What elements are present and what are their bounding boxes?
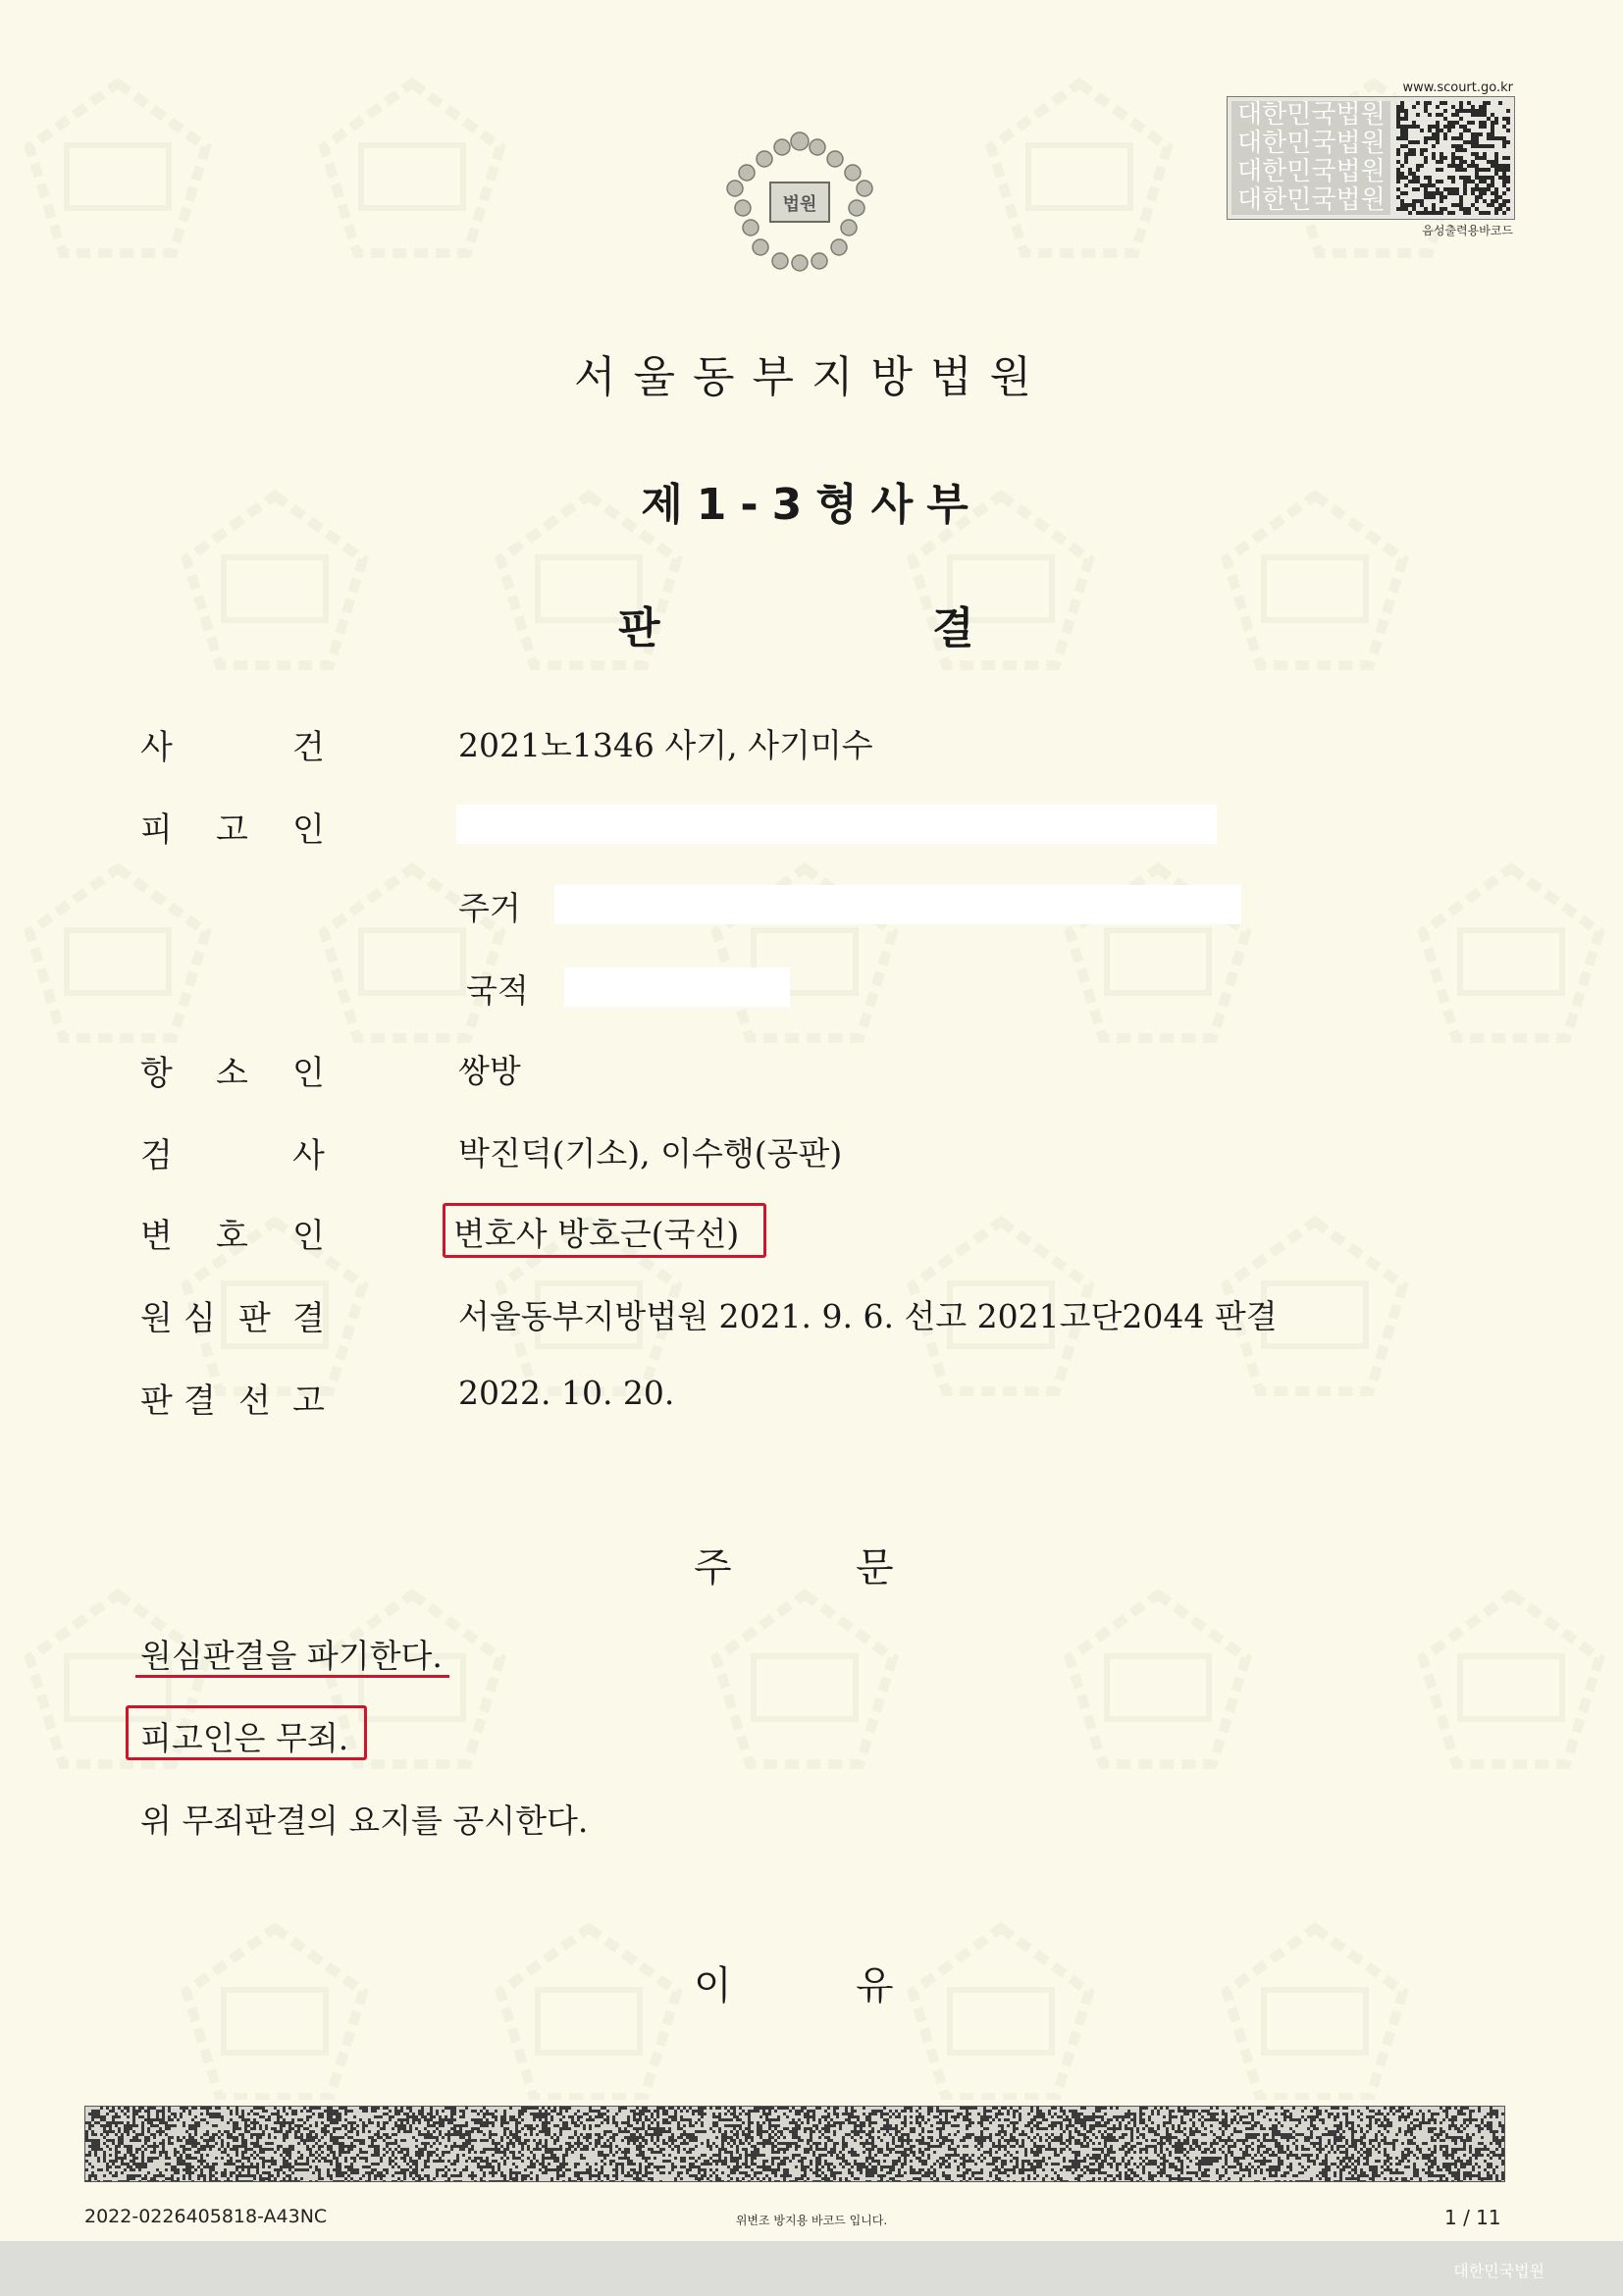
acquittal-highlight-box — [126, 1705, 367, 1760]
redacted-residence — [554, 885, 1241, 924]
order-underline — [135, 1675, 449, 1678]
redacted-nationality — [564, 967, 790, 1007]
label-char: 판 — [238, 1299, 271, 1338]
label-char: 사 — [140, 728, 173, 767]
scourt-url: www.scourt.go.kr — [1402, 80, 1513, 95]
qr-watermark-line: 대한민국법원 — [1237, 185, 1386, 215]
order-line-acquittal: 피고인은 무죄. — [140, 1719, 349, 1757]
reason-heading-char: 이 — [694, 1963, 732, 2009]
reason-heading-char: 유 — [856, 1963, 894, 2009]
label-char: 소 — [216, 1054, 248, 1093]
counsel-highlight-box — [443, 1203, 766, 1258]
order-line-reverse: 원심판결을 파기한다. — [140, 1637, 443, 1675]
document-id: 2022-0226405818-A43NC — [84, 2206, 328, 2227]
court-emblem — [721, 128, 878, 275]
counsel-value: 변호사 방호근(국선) — [453, 1215, 740, 1253]
qr-watermark-line: 대한민국법원 — [1237, 129, 1386, 158]
label-char: 검 — [140, 1136, 173, 1175]
emblem-text: 법원 — [782, 194, 817, 215]
case-number-value: 2021노1346 사기, 사기미수 — [458, 726, 873, 764]
nationality-label: 국적 — [466, 971, 529, 1010]
anti-forgery-barcode — [84, 2106, 1505, 2182]
label-char: 선 — [238, 1382, 271, 1421]
barcode-pattern — [85, 2107, 1504, 2181]
order-heading-char: 문 — [856, 1545, 894, 1591]
redacted-defendant-name — [456, 805, 1217, 844]
label-char: 결 — [183, 1382, 216, 1421]
footer-band — [0, 2241, 1623, 2296]
label-char: 호 — [216, 1217, 248, 1256]
label-char: 인 — [292, 1054, 325, 1093]
order-line-publish: 위 무죄판결의 요지를 공시한다. — [140, 1801, 589, 1840]
barcode-caption: 위변조 방지용 바코드 입니다. — [735, 2214, 888, 2227]
doc-type-char: 결 — [932, 603, 974, 653]
appellant-value: 쌍방 — [458, 1052, 521, 1090]
sentence-date-value: 2022. 10. 20. — [458, 1374, 675, 1412]
original-judgment-value: 서울동부지방법원 2021. 9. 6. 선고 2021고단2044 판결 — [458, 1297, 1278, 1335]
footer-band-text: 대한민국법원 — [1453, 2262, 1544, 2280]
prosecutor-value: 박진덕(기소), 이수행(공판) — [458, 1134, 843, 1173]
label-char: 피 — [140, 810, 173, 850]
voice-barcode — [1227, 96, 1515, 220]
qr-watermark-line: 대한민국법원 — [1237, 157, 1386, 186]
label-char: 변 — [140, 1217, 173, 1256]
label-char: 인 — [292, 1217, 325, 1256]
division-name: 제1-3형사부 — [641, 480, 982, 530]
voice-barcode-block — [1227, 80, 1513, 241]
label-char: 원 — [140, 1299, 173, 1338]
label-char: 사 — [292, 1136, 325, 1175]
order-heading-char: 주 — [694, 1545, 732, 1591]
label-char: 결 — [292, 1299, 325, 1338]
label-char: 고 — [216, 810, 248, 850]
doc-type-char: 판 — [618, 603, 660, 653]
qr-watermark-line: 대한민국법원 — [1237, 101, 1386, 130]
court-name: 서울동부지방법원 — [573, 352, 1050, 402]
qr-watermark-text — [1231, 101, 1390, 215]
label-char: 판 — [140, 1382, 173, 1421]
label-char: 인 — [292, 810, 325, 850]
qr-code-pattern — [1396, 101, 1510, 215]
label-char: 항 — [140, 1054, 173, 1093]
label-char: 건 — [292, 728, 325, 767]
voice-barcode-caption: 음성출력용바코드 — [1422, 224, 1513, 237]
residence-label: 주거 — [458, 889, 521, 927]
page-number: 1 / 11 — [1444, 2206, 1501, 2229]
label-char: 심 — [183, 1299, 216, 1338]
label-char: 고 — [292, 1382, 325, 1421]
